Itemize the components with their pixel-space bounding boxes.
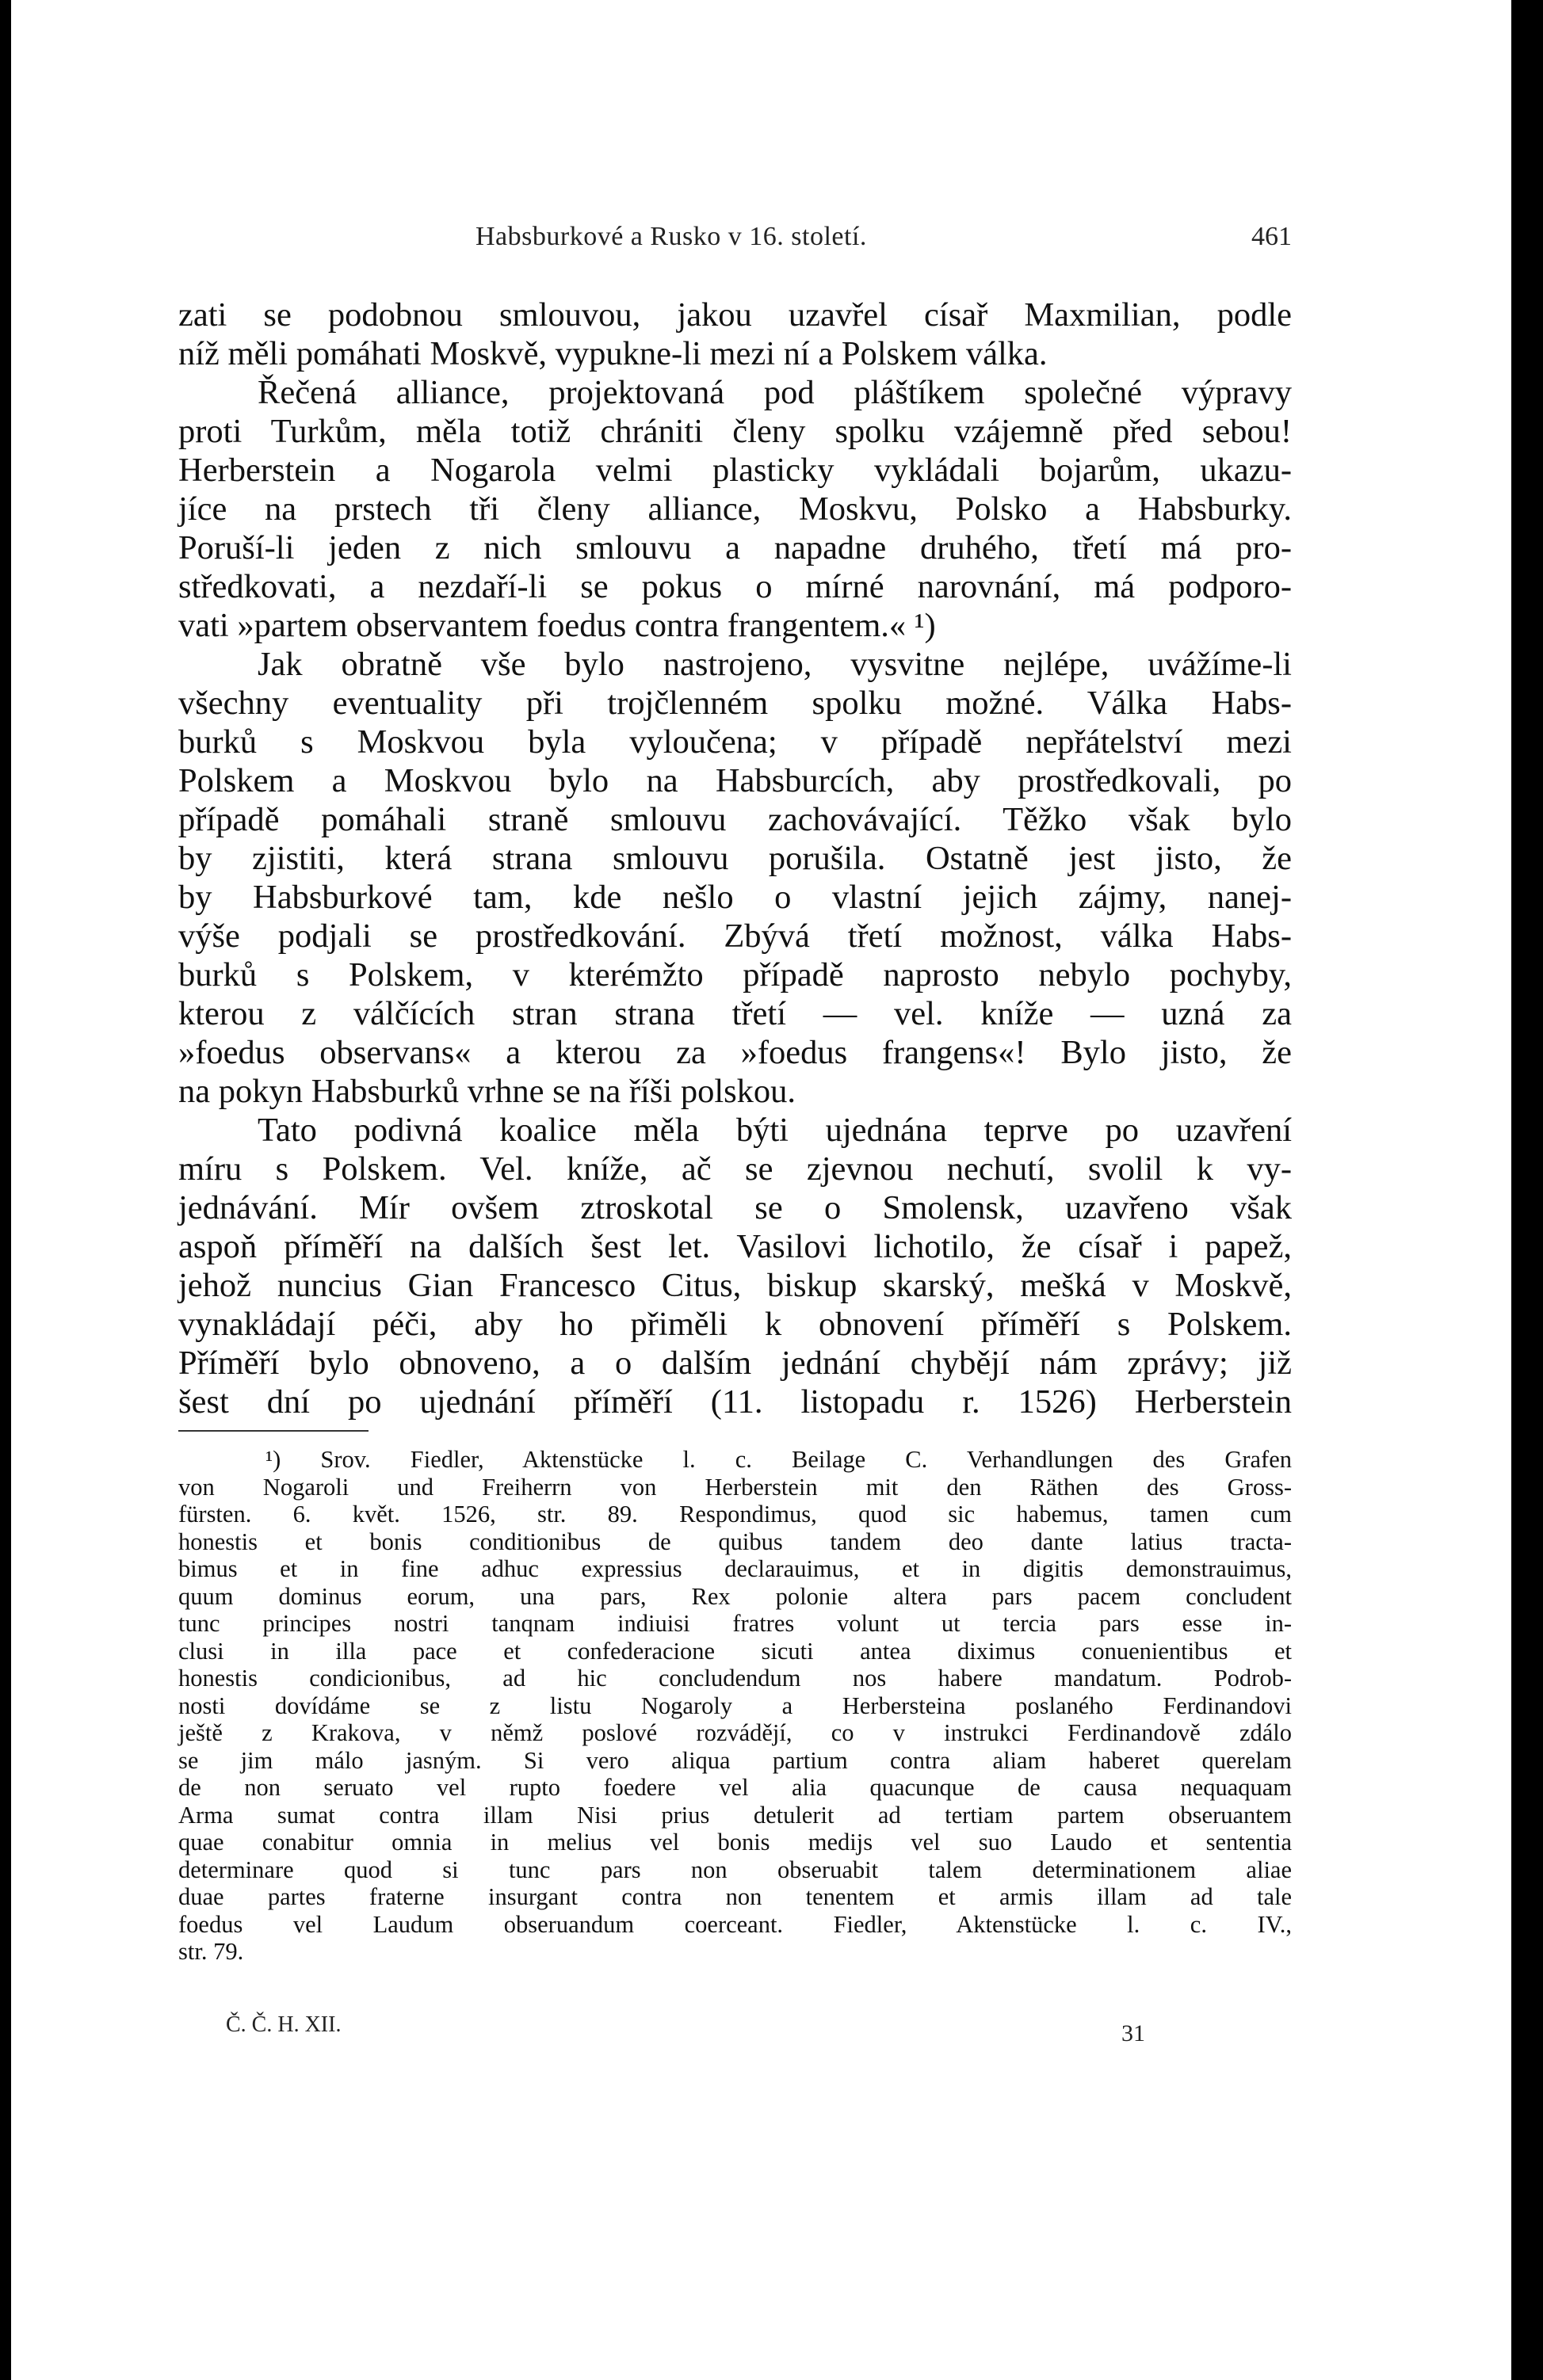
footnote-line: honestis condicionibus, ad hic concludendum nos habere mandatum. Podrob- <box>178 1665 1292 1692</box>
scan-border-right <box>1511 0 1543 2380</box>
paragraph-3 <box>178 645 1292 1111</box>
text-line: všechny eventuality při trojčlenném spolku možné. Válka Habs- <box>178 685 1292 722</box>
text-line: Poruší-li jeden z nich smlouvu a napadne druhého, třetí má pro- <box>178 529 1292 566</box>
footnote-line: quae conabitur omnia in melius vel bonis medijs vel suo Laudo et sententia <box>178 1829 1292 1856</box>
footnote-line: foedus vel Laudum obseruandum coerceant. Fiedler, Aktenstücke l. c. IV., <box>178 1910 1292 1938</box>
footnote-line: clusi in illa pace et confederacione sicuti antea diximus conuenientibus et <box>178 1637 1292 1665</box>
footnote-line: se jim málo jasným. Si vero aliqua partium contra aliam haberet querelam <box>178 1746 1292 1774</box>
text-line: aspoň příměří na dalších šest let. Vasilovi lichotilo, že císař i papež, <box>178 1228 1292 1265</box>
text-line: míru s Polskem. Vel. kníže, ač se zjevnou nechutí, svolil k vy- <box>178 1150 1292 1188</box>
footnote-line: honestis et bonis conditionibus de quibus tandem deo dante latius tracta- <box>178 1528 1292 1555</box>
text-line: zati se podobnou smlouvou, jakou uzavřel císař Maxmilian, podle <box>178 296 1292 334</box>
footnote-line: str. 79. <box>178 1938 244 1965</box>
text-line: níž měli pomáhati Moskvě, vypukne-li mezi ní a Polskem válka. <box>178 335 1048 372</box>
page-number: 461 <box>1251 222 1292 251</box>
footnote-divider <box>178 1430 369 1432</box>
footnote-line: nosti dovídáme se z listu Nogaroly a Herbersteina poslaného Ferdinandovi <box>178 1692 1292 1719</box>
printer-signature: Č. Č. H. XII. <box>226 2012 342 2037</box>
footnote-line: duae partes fraterne insurgant contra non tenentem et armis illam ad tale <box>178 1883 1292 1910</box>
text-line: výše podjali se prostředkování. Zbývá třetí možnost, válka Habs- <box>178 917 1292 955</box>
text-line: vynakládají péči, aby ho přiměli k obnovení příměří s Polskem. <box>178 1306 1292 1343</box>
footnote-line: fürsten. 6. květ. 1526, str. 89. Respondimus, quod sic habemus, tamen cum <box>178 1501 1292 1528</box>
text-line: jíce na prstech tři členy alliance, Moskvu, Polsko a Habsburky. <box>178 490 1292 528</box>
running-title: Habsburkové a Rusko v 16. století. <box>476 222 867 251</box>
text-line: by Habsburkové tam, kde nešlo o vlastní jejich zájmy, nanej- <box>178 879 1292 916</box>
footnote <box>178 1446 1292 1966</box>
footnote-line: bimus et in fine adhuc expressius declarauimus, et in digitis demonstrauimus, <box>178 1555 1292 1582</box>
sheet-number: 31 <box>1121 2020 1145 2046</box>
text-line: středkovati, a nezdaří-li se pokus o mírné narovnání, má podporo- <box>178 568 1292 605</box>
text-line: Jak obratně vše bylo nastrojeno, vysvitne nejlépe, uvážíme-li <box>258 646 1292 683</box>
text-line: jehož nuncius Gian Francesco Citus, biskup skarský, mešká v Moskvě, <box>178 1267 1292 1304</box>
text-line: Řečená alliance, projektovaná pod pláštíkem společné výpravy <box>258 374 1292 411</box>
footnote-line: ještě z Krakova, v němž poslové rozvádějí, co v instrukci Ferdinandově zdálo <box>178 1719 1292 1746</box>
text-line: případě pomáhali straně smlouvu zachovávající. Těžko však bylo <box>178 801 1292 838</box>
text-line: proti Turkům, měla totiž chrániti členy spolku vzájemně před sebou! <box>178 413 1292 450</box>
text-line: na pokyn Habsburků vrhne se na říši polskou. <box>178 1073 796 1110</box>
text-line: šest dní po ujednání příměří (11. listopadu r. 1526) Herberstein <box>178 1383 1292 1421</box>
running-header <box>476 222 1292 257</box>
text-line: »foedus observans« a kterou za »foedus frangens«! Bylo jisto, že <box>178 1034 1292 1071</box>
text-line: Herberstein a Nogarola velmi plasticky vykládali bojarům, ukazu- <box>178 452 1292 489</box>
scan-border-left <box>0 0 11 2380</box>
footnote-line: quum dominus eorum, una pars, Rex polonie altera pars pacem concludent <box>178 1582 1292 1610</box>
main-text <box>178 296 1292 1421</box>
text-line: jednávání. Mír ovšem ztroskotal se o Smolensk, uzavřeno však <box>178 1189 1292 1226</box>
text-line: vati »partem observantem foedus contra frangentem.« ¹) <box>178 607 936 644</box>
footnote-line: determinare quod si tunc pars non obseruabit talem determinationem aliae <box>178 1856 1292 1883</box>
paragraph-1 <box>178 296 1292 373</box>
footnote-line: Arma sumat contra illam Nisi prius detulerit ad tertiam partem obseruantem <box>178 1801 1292 1829</box>
footnote-line: ¹) Srov. Fiedler, Aktenstücke l. c. Beilage C. Verhandlungen des Grafen <box>265 1446 1292 1473</box>
paragraph-2 <box>178 373 1292 645</box>
text-line: Příměří bylo obnoveno, a o dalším jednání chybějí nám zprávy; již <box>178 1344 1292 1382</box>
text-line: kterou z válčících stran strana třetí — vel. kníže — uzná za <box>178 995 1292 1032</box>
footnote-line: von Nogaroli und Freiherrn von Herberstein mit den Räthen des Gross- <box>178 1473 1292 1501</box>
paragraph-4 <box>178 1111 1292 1421</box>
text-line: burků s Moskvou byla vyloučena; v případě nepřátelství mezi <box>178 723 1292 761</box>
footnote-line: tunc principes nostri tanqnam indiuisi fratres volunt ut tercia pars esse in- <box>178 1610 1292 1637</box>
text-line: Tato podivná koalice měla býti ujednána teprve po uzavření <box>258 1112 1292 1149</box>
footnote-line: de non seruato vel rupto foedere vel alia quacunque de causa nequaquam <box>178 1774 1292 1801</box>
text-line: burků s Polskem, v kterémžto případě naprosto nebylo pochyby, <box>178 956 1292 994</box>
text-line: Polskem a Moskvou bylo na Habsburcích, aby prostředkovali, po <box>178 762 1292 799</box>
text-line: by zjistiti, která strana smlouvu porušila. Ostatně jest jisto, že <box>178 840 1292 877</box>
